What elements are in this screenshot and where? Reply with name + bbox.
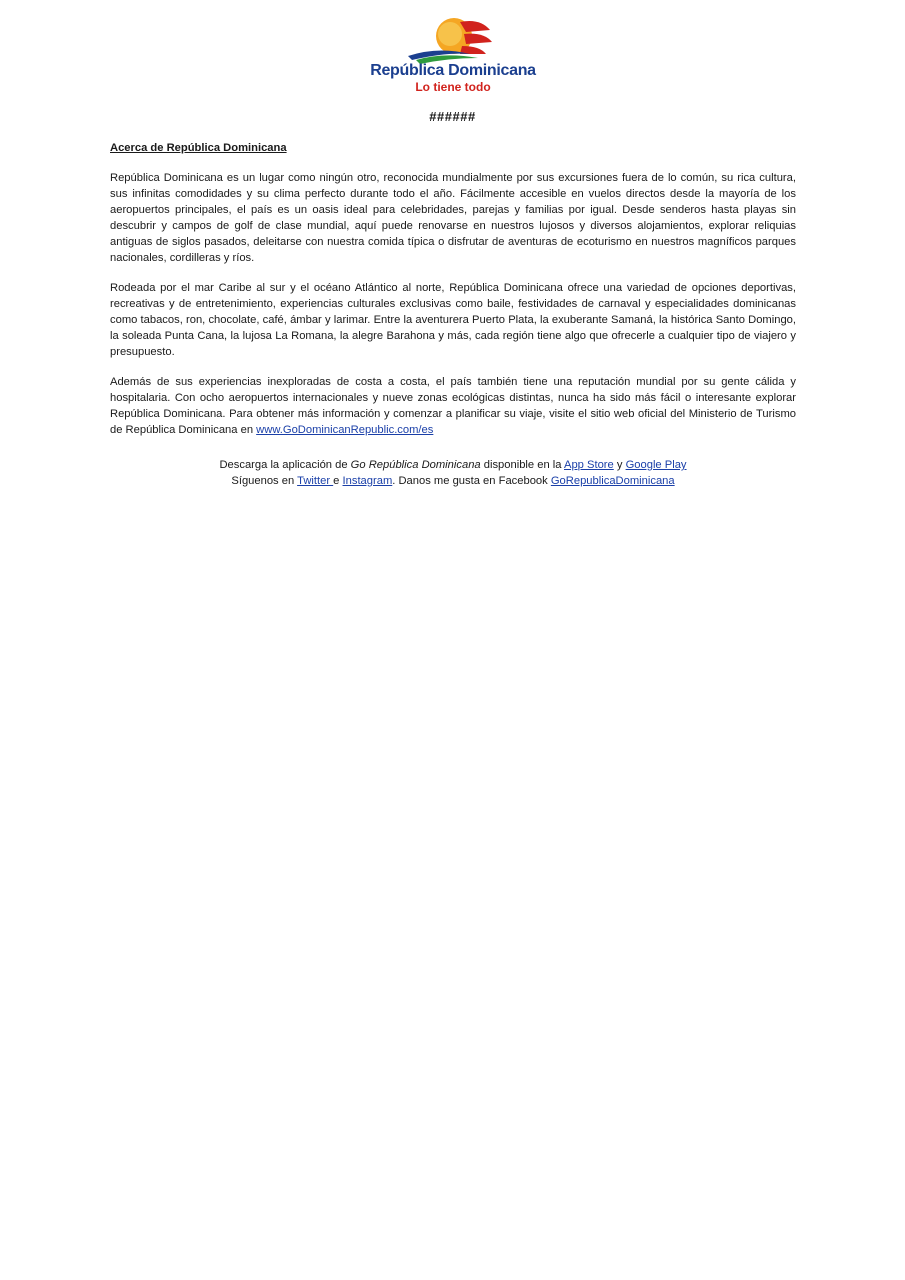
footer-social-and: e [333,475,343,487]
brand-name: República Dominicana [370,62,536,79]
footer-app-name: Go República Dominicana [350,459,481,471]
footer-app-middle: disponible en la [480,459,564,471]
facebook-link[interactable]: GoRepublicaDominicana [550,475,675,487]
brand-tagline: Lo tiene todo [415,80,491,94]
footer-social-middle: . Danos me gusta en Facebook [392,475,551,487]
footer-social-prefix: Síguenos en [231,475,298,487]
footer-app-prefix: Descarga la aplicación de [219,459,351,471]
about-heading: Acerca de República Dominicana [110,142,287,154]
footer-app-line [110,457,796,473]
google-play-link[interactable]: Google Play [625,459,687,471]
about-paragraph-2: Rodeada por el mar Caribe al sur y el océano Atlántico al norte, República Dominicana ofrece una variedad de opciones deportivas, recreativas y de entretenimiento, experiencias culturales exclusivas como baile, festividades de carnaval y especialidades dominicanas como tabacos, ron, chocolate, café, ámbar y larimar. Entre la aventurera Puerto Plata, la exuberante Samaná, la histórica Santo Domingo, la soleada Punta Cana, la lujosa La Romana, la alegre Barahona y más, cada región tiene algo que ofrecerle a cualquier tipo de viajero y presupuesto. [110,282,796,358]
about-paragraph-3-text: Además de sus experiencias inexploradas de costa a costa, el país también tiene una reputación mundial por su gente cálida y hospitalaria. Con ocho aeropuertos internacionales y nueve zonas ecológicas distintas, nunca ha sido más fácil o interesante explorar República Dominicana. Para obtener más información y comenzar a planificar su viaje, visite el sitio web oficial del Ministerio de Turismo de República Dominicana en [110,376,796,436]
about-section [110,140,796,452]
about-paragraph-1: República Dominicana es un lugar como ningún otro, reconocida mundialmente por sus excursiones fuera de lo común, su rica cultura, sus infinitas comodidades y su clima perfecto durante todo el año. Fácilmente accesible en vuelos directos desde la mayoría de los aeropuertos principales, el país es un oasis ideal para celebridades, parejas y familias por igual. Desde senderos hasta playas sin descubrir y campos de golf de clase mundial, aquí puede renovarse en nuestros lujosos y diversos alojamientos, explorar reliquias antiguas de siglos pasados, deleitarse con nuestra comida típica o disfrutar de aventuras de ecoturismo en nuestros magníficos parques nacionales, cordilleras y ríos. [110,172,796,264]
footer-app-and: y [613,459,626,471]
about-paragraph-3 [110,374,796,438]
brand-logo [368,12,538,98]
twitter-link[interactable]: Twitter [297,475,334,487]
instagram-link[interactable]: Instagram [342,475,393,487]
footer [110,457,796,489]
footer-social-line [110,473,796,489]
separator: ###### [429,109,476,124]
website-link[interactable]: www.GoDominicanRepublic.com/es [256,424,434,436]
app-store-link[interactable]: App Store [564,459,614,471]
